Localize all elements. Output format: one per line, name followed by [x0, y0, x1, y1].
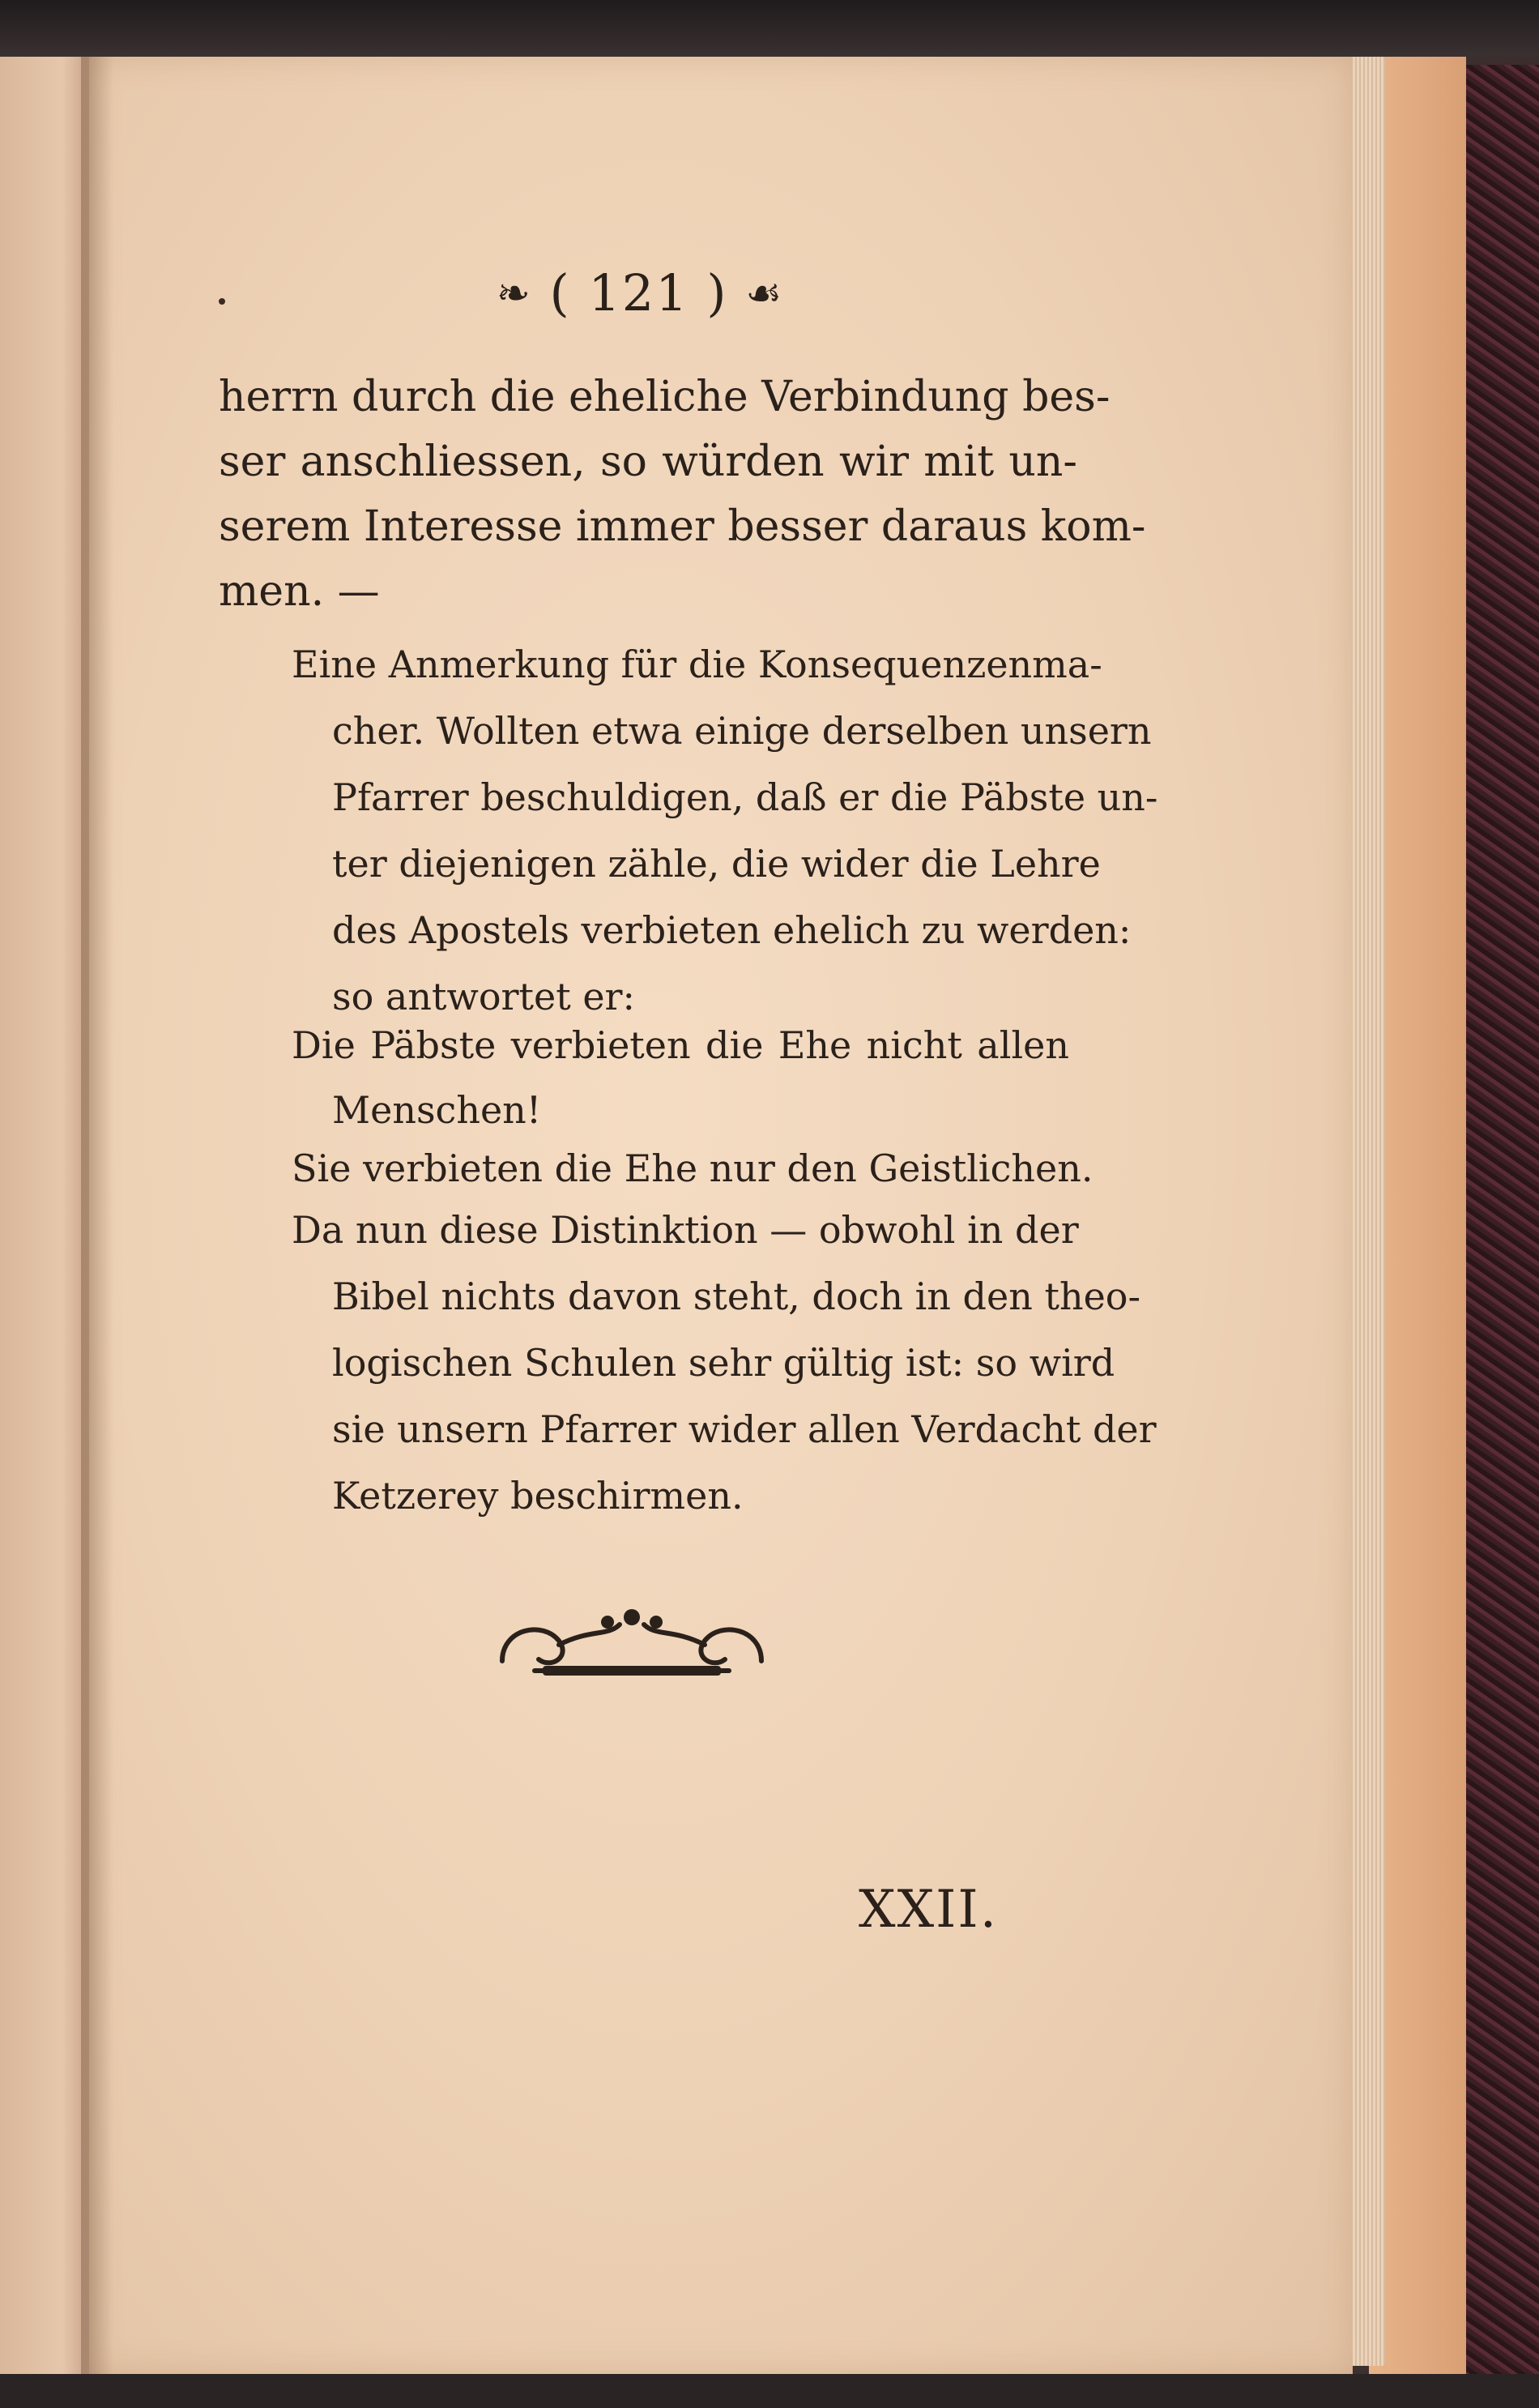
text-line: Die Päbste verbieten die Ehe nicht allen: [292, 1023, 1069, 1067]
flower-ornament-right-icon: ☙: [745, 269, 784, 317]
text-line: Ketzerey beschirmen.: [332, 1474, 744, 1518]
text-line: ter diejenigen zähle, die wider die Lehre: [332, 842, 1101, 886]
bottom-background: [0, 2374, 1539, 2408]
text-line: logischen Schulen sehr gültig ist: so wird: [332, 1341, 1115, 1385]
text-line: des Apostels verbieten ehelich zu werden:: [332, 908, 1132, 952]
spine-shadow: [81, 57, 113, 2374]
catchword: XXII.: [859, 1880, 999, 1940]
ink-speck: [219, 298, 225, 305]
flower-ornament-left-icon: ❧: [496, 269, 532, 317]
tailpiece-ornament-icon: [486, 1596, 778, 1685]
text-line: ser anschliessen, so würden wir mit un-: [219, 438, 1077, 486]
marbled-binding: [1466, 65, 1539, 2382]
text-line: Bibel nichts davon steht, doch in den theo-: [332, 1274, 1141, 1318]
text-line: sie unsern Pfarrer wider allen Verdacht der: [332, 1407, 1157, 1451]
text-line: Da nun diese Distinktion — obwohl in der: [292, 1208, 1079, 1252]
text-line: so antwortet er:: [332, 975, 636, 1018]
text-line: Menschen!: [332, 1088, 542, 1132]
text-line: herrn durch die eheliche Verbindung bes-: [219, 373, 1111, 421]
text-line: Eine Anmerkung für die Konsequenzenma-: [292, 643, 1102, 686]
top-background: [0, 0, 1539, 57]
text-line: Sie verbieten die Ehe nur den Geistlichen.: [292, 1146, 1094, 1190]
running-head: [454, 259, 826, 324]
text-line: Pfarrer beschuldigen, daß er die Päbste un-: [332, 775, 1158, 819]
text-line: men. —: [219, 567, 380, 616]
left-page-edge: [0, 49, 91, 2382]
text-line: serem Interesse immer besser daraus kom-: [219, 502, 1146, 551]
text-line: cher. Wollten etwa einige derselben unsern: [332, 709, 1152, 753]
page-number: ( 121 ): [549, 263, 728, 323]
